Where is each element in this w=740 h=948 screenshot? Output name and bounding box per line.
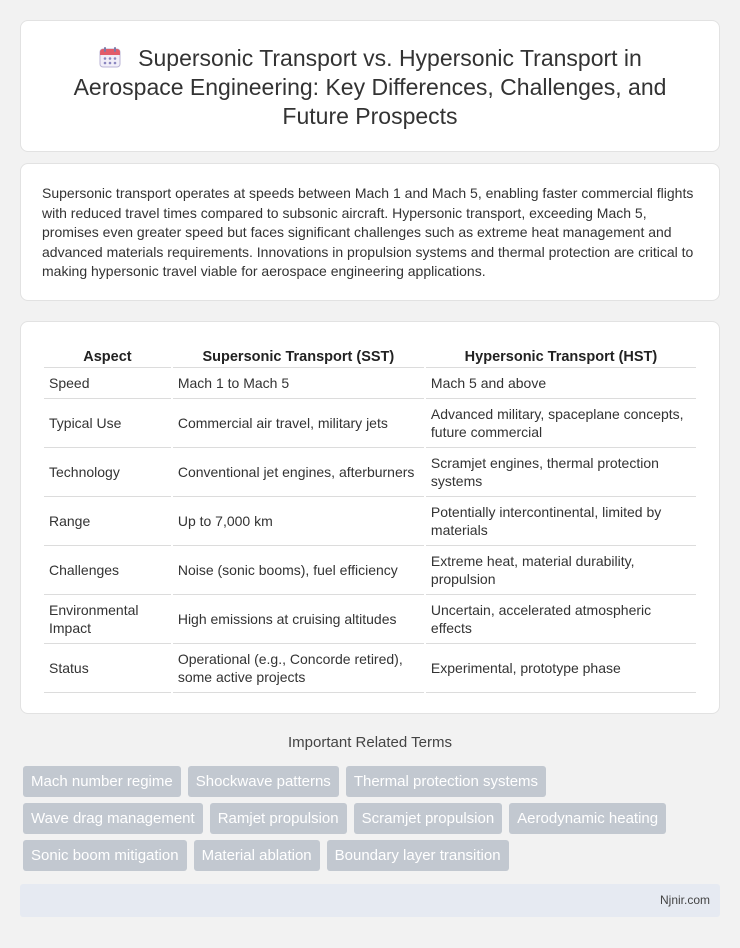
comparison-table-card [20,321,720,714]
page-title: Supersonic Transport vs. Hypersonic Transport in Aerospace Engineering: Key Differences, Challenges, and Future Prospects [73,45,667,129]
cell-aspect: Challenges [44,546,171,595]
cell-aspect: Typical Use [44,399,171,448]
title-card [20,20,720,152]
table-row [44,448,696,497]
related-terms-heading: Important Related Terms [288,734,452,751]
header-hst: Hypersonic Transport (HST) [426,342,696,368]
cell-hst: Potentially intercontinental, limited by materials [426,497,696,546]
page-title-wrap [51,44,689,131]
header-aspect: Aspect [44,342,171,368]
tag-aerodynamic-heating[interactable]: Aerodynamic heating [509,803,666,834]
tag-row [23,803,666,834]
table-row [44,399,696,448]
table-row [44,546,696,595]
cell-aspect: Status [44,644,171,693]
tag-ramjet-propulsion[interactable]: Ramjet propulsion [210,803,347,834]
table-row [44,368,696,399]
cell-hst: Extreme heat, material durability, propulsion [426,546,696,595]
tag-scramjet-propulsion[interactable]: Scramjet propulsion [354,803,503,834]
intro-card [20,163,720,301]
cell-aspect: Range [44,497,171,546]
cell-sst: Conventional jet engines, afterburners [173,448,424,497]
tag-sonic-boom-mitigation[interactable]: Sonic boom mitigation [23,840,187,871]
cell-sst: Commercial air travel, military jets [173,399,424,448]
calendar-icon [98,45,122,69]
cell-aspect: Environmental Impact [44,595,171,644]
table-header-row [44,342,696,368]
tag-material-ablation[interactable]: Material ablation [194,840,320,871]
header-sst: Supersonic Transport (SST) [173,342,424,368]
cell-hst: Advanced military, spaceplane concepts, future commercial [426,399,696,448]
tag-row [23,840,509,871]
intro-paragraph: Supersonic transport operates at speeds between Mach 1 and Mach 5, enabling faster commercial flights with reduced travel times compared to subsonic aircraft. Hypersonic transport, exceeding Mach 5, promises even greater speed but faces significant challenges such as extreme heat management and advanced materials requirements. Innovations in propulsion systems and thermal protection are critical to making hypersonic travel viable for aerospace engineering applications. [42,185,694,279]
tag-boundary-layer-transition[interactable]: Boundary layer transition [327,840,509,871]
footer-site[interactable]: Njnir.com [659,893,710,907]
comparison-table [42,342,698,693]
tag-mach-number-regime[interactable]: Mach number regime [23,766,181,797]
cell-aspect: Speed [44,368,171,399]
tag-shockwave-patterns[interactable]: Shockwave patterns [188,766,339,797]
table-row [44,595,696,644]
footer [20,884,720,917]
tag-wave-drag-management[interactable]: Wave drag management [23,803,203,834]
cell-sst: Operational (e.g., Concorde retired), some active projects [173,644,424,693]
table-row [44,644,696,693]
cell-sst: Mach 1 to Mach 5 [173,368,424,399]
cell-hst: Mach 5 and above [426,368,696,399]
table-row [44,497,696,546]
cell-hst: Experimental, prototype phase [426,644,696,693]
cell-sst: Noise (sonic booms), fuel efficiency [173,546,424,595]
tag-row [23,766,546,797]
cell-sst: Up to 7,000 km [173,497,424,546]
cell-hst: Scramjet engines, thermal protection systems [426,448,696,497]
tag-thermal-protection-systems[interactable]: Thermal protection systems [346,766,546,797]
cell-hst: Uncertain, accelerated atmospheric effects [426,595,696,644]
cell-sst: High emissions at cruising altitudes [173,595,424,644]
cell-aspect: Technology [44,448,171,497]
